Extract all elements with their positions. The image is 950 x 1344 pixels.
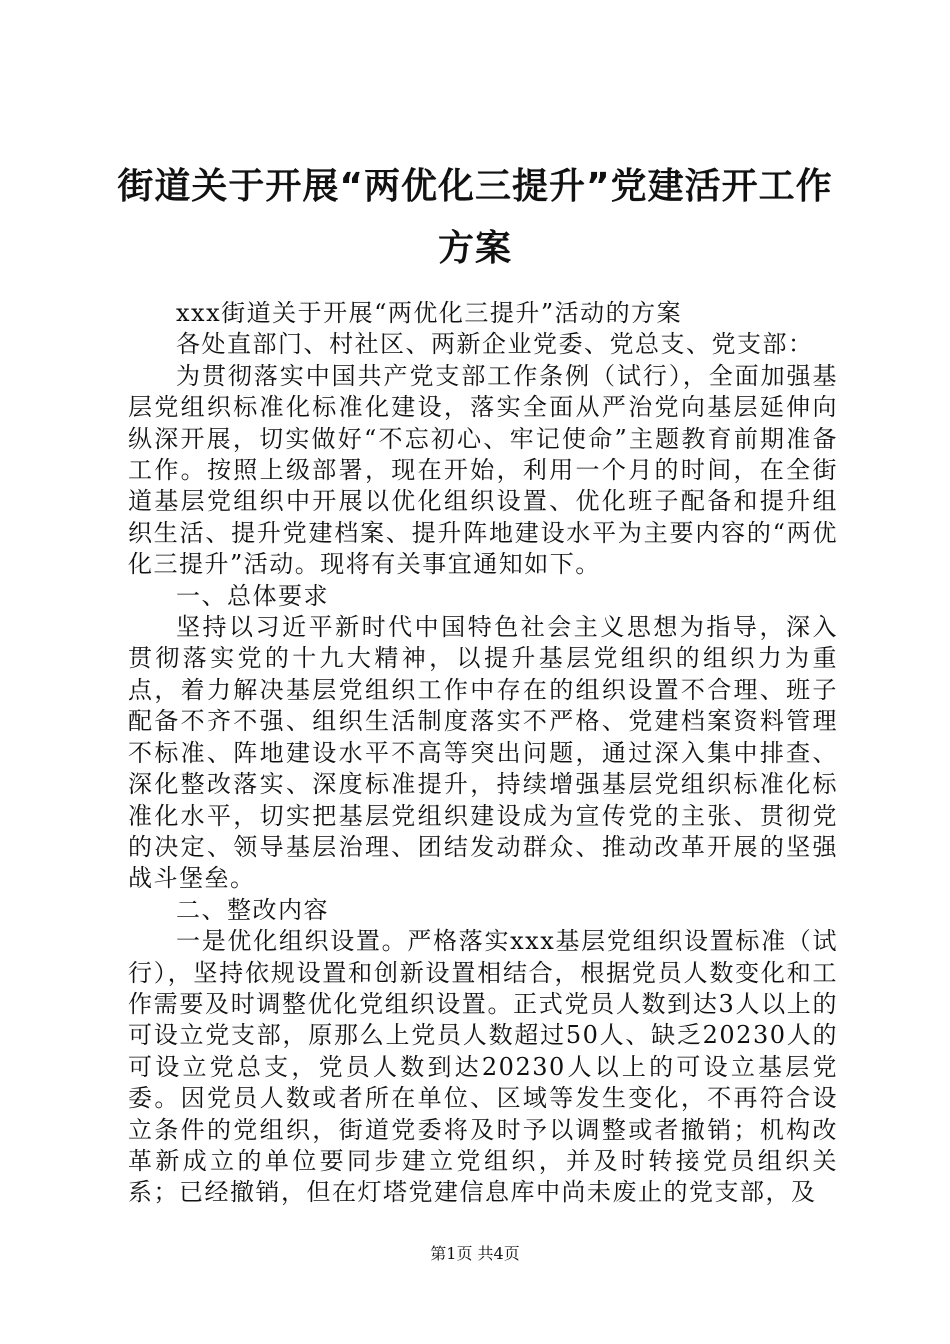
- paragraph-addressee: 各处直部门、村社区、两新企业党委、党总支、党支部：: [176, 330, 814, 359]
- paragraph-requirements: 坚持以习近平新时代中国特色社会主义思想为指导，深入贯彻落实党的十九大精神，以提升基层党组织的组织力为重点，着力解决基层党组织工作中存在的组织设置不合理、班子配备不齐不强、组织生活制度落实不严格、党建档案资料管理不标准、阵地建设水平不高等突出问题，通过深入集中排查、深化整改落实、深度标准提升，持续增强基层党组织标准化标准化水平，切实把基层党组织建设成为宣传党的主张、贯彻党的决定、领导基层治理、团结发动群众、推动改革开展的坚强战斗堡垒。: [128, 613, 838, 893]
- document-body: [128, 298, 838, 1209]
- document-title: 街道关于开展“两优化三提升”党建活开工作方案: [117, 166, 833, 269]
- page-footer: 第1页 共4页: [430, 1244, 520, 1263]
- paragraph-intro: 为贯彻落实中国共产党支部工作条例（试行），全面加强基层党组织标准化标准化建设，落实全面从严治党向基层延伸向纵深开展，切实做好“不忘初心、牢记使命”主题教育前期准备工作。按照上级部署，现在开始，利用一个月的时间，在全街道基层党组织中开展以优化组织设置、优化班子配备和提升组织生活、提升党建档案、提升阵地建设水平为主要内容的“两优化三提升”活动。现将有关事宜通知如下。: [128, 361, 838, 579]
- paragraph-subtitle: xxx街道关于开展“两优化三提升”活动的方案: [176, 299, 683, 327]
- section-heading-requirements: 一、总体要求: [176, 581, 329, 610]
- paragraph-rectification: 一是优化组织设置。严格落实xxx基层党组织设置标准（试行），坚持依规设置和创新设置相结合，根据党员人数变化和工作需要及时调整优化党组织设置。正式党员人数到达3人以上的可设立党支部，原那么上党员人数超过50人、缺乏20230人的可设立党总支，党员人数到达20230人以上的可设立基层党委。因党员人数或者所在单位、区域等发生变化，不再符合设立条件的党组织，街道党委将及时予以调整或者撤销；机构改革新成立的单位要同步建立党组织，并及时转接党员组织关系；已经撤销，但在灯塔党建信息库中尚未废止的党支部，及: [128, 927, 838, 1207]
- section-heading-rectification: 二、整改内容: [176, 895, 329, 924]
